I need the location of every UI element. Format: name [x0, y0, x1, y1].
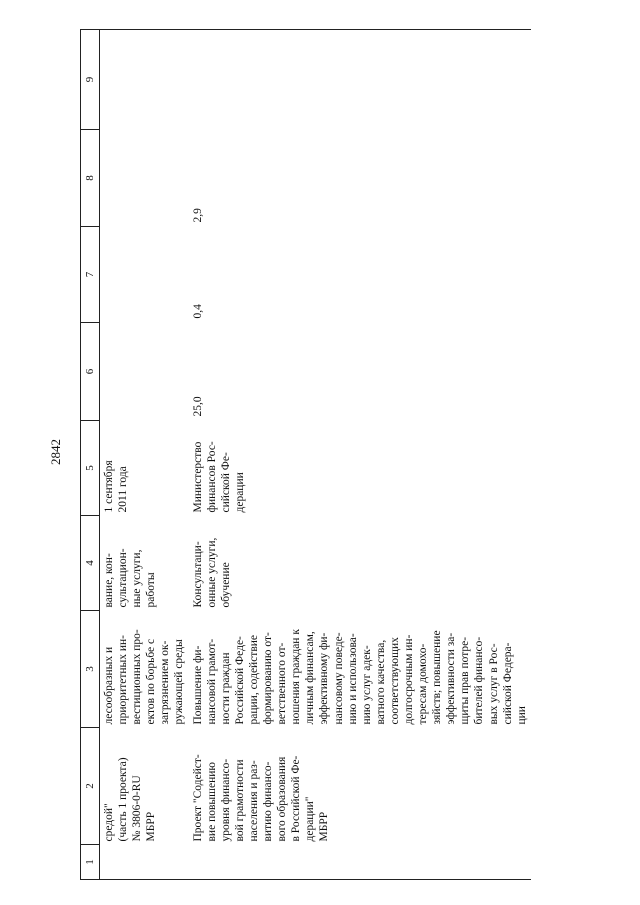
table-row	[189, 30, 531, 880]
col-header-6: 6	[81, 323, 100, 421]
project-table	[80, 29, 531, 880]
cell-project-name: средой" (часть 1 проекта) № 3806-0-RU МБРР	[103, 757, 158, 842]
cell-value-7	[100, 227, 189, 323]
table-row	[100, 30, 189, 880]
page-number: 2842	[48, 439, 63, 465]
cell-procurement-type: Консультаци- онные услуги, обучение	[191, 537, 232, 608]
col-header-2: 2	[81, 728, 100, 845]
cell-executor: Министерство финансов Рос- сийской Фе- дерации	[191, 441, 246, 513]
cell-project-name: Проект "Содейст- вие повышению уровня финансо- вой грамотности населения и раз- витию финансо- вого образования в Российской Фе- дерации" МБРР	[191, 754, 331, 842]
cell-value-9	[100, 30, 189, 130]
cell-value-6: 25,0	[191, 396, 204, 417]
col-header-8: 8	[81, 130, 100, 227]
cell-value-9	[189, 30, 531, 130]
cell-project-goal: лесообразных и приоритетных ин- вестиционных про- ектов по борьбе с загрязнением ок- ружающей среды	[103, 629, 186, 725]
rotated-table-container	[80, 30, 600, 880]
col-header-9: 9	[81, 30, 100, 130]
col-header-7: 7	[81, 227, 100, 323]
col-header-1: 1	[81, 845, 100, 880]
cell-value-8: 2,9	[191, 208, 204, 223]
cell-number	[100, 845, 189, 880]
col-header-4: 4	[81, 516, 100, 611]
cell-value-7: 0,4	[191, 304, 204, 319]
cell-value-8	[100, 130, 189, 227]
cell-project-goal: Повышение фи- нансовой грамот- ности граждан Российской Феде- рации, содействие формированию от- ветственного от- ношения граждан к личным финансам, эффективному фи- нансовому поведе- нию и использова- нию услуг адек- ватного качества, соответствующих долгосрочным ин- тересам домохо- зяйств; повышение эффективности за- щиты прав потре- бителей финансо- вых услуг в Рос- сийской Федера- ции	[191, 629, 528, 725]
header-row	[81, 30, 100, 880]
col-header-5: 5	[81, 421, 100, 516]
cell-procurement-type: вание, кон- сультацион- ные услуги, работы	[103, 548, 158, 608]
cell-value-6	[100, 323, 189, 421]
col-header-3: 3	[81, 611, 100, 728]
cell-number	[189, 845, 531, 880]
cell-executor-date: 1 сентября 2011 года	[103, 460, 130, 513]
